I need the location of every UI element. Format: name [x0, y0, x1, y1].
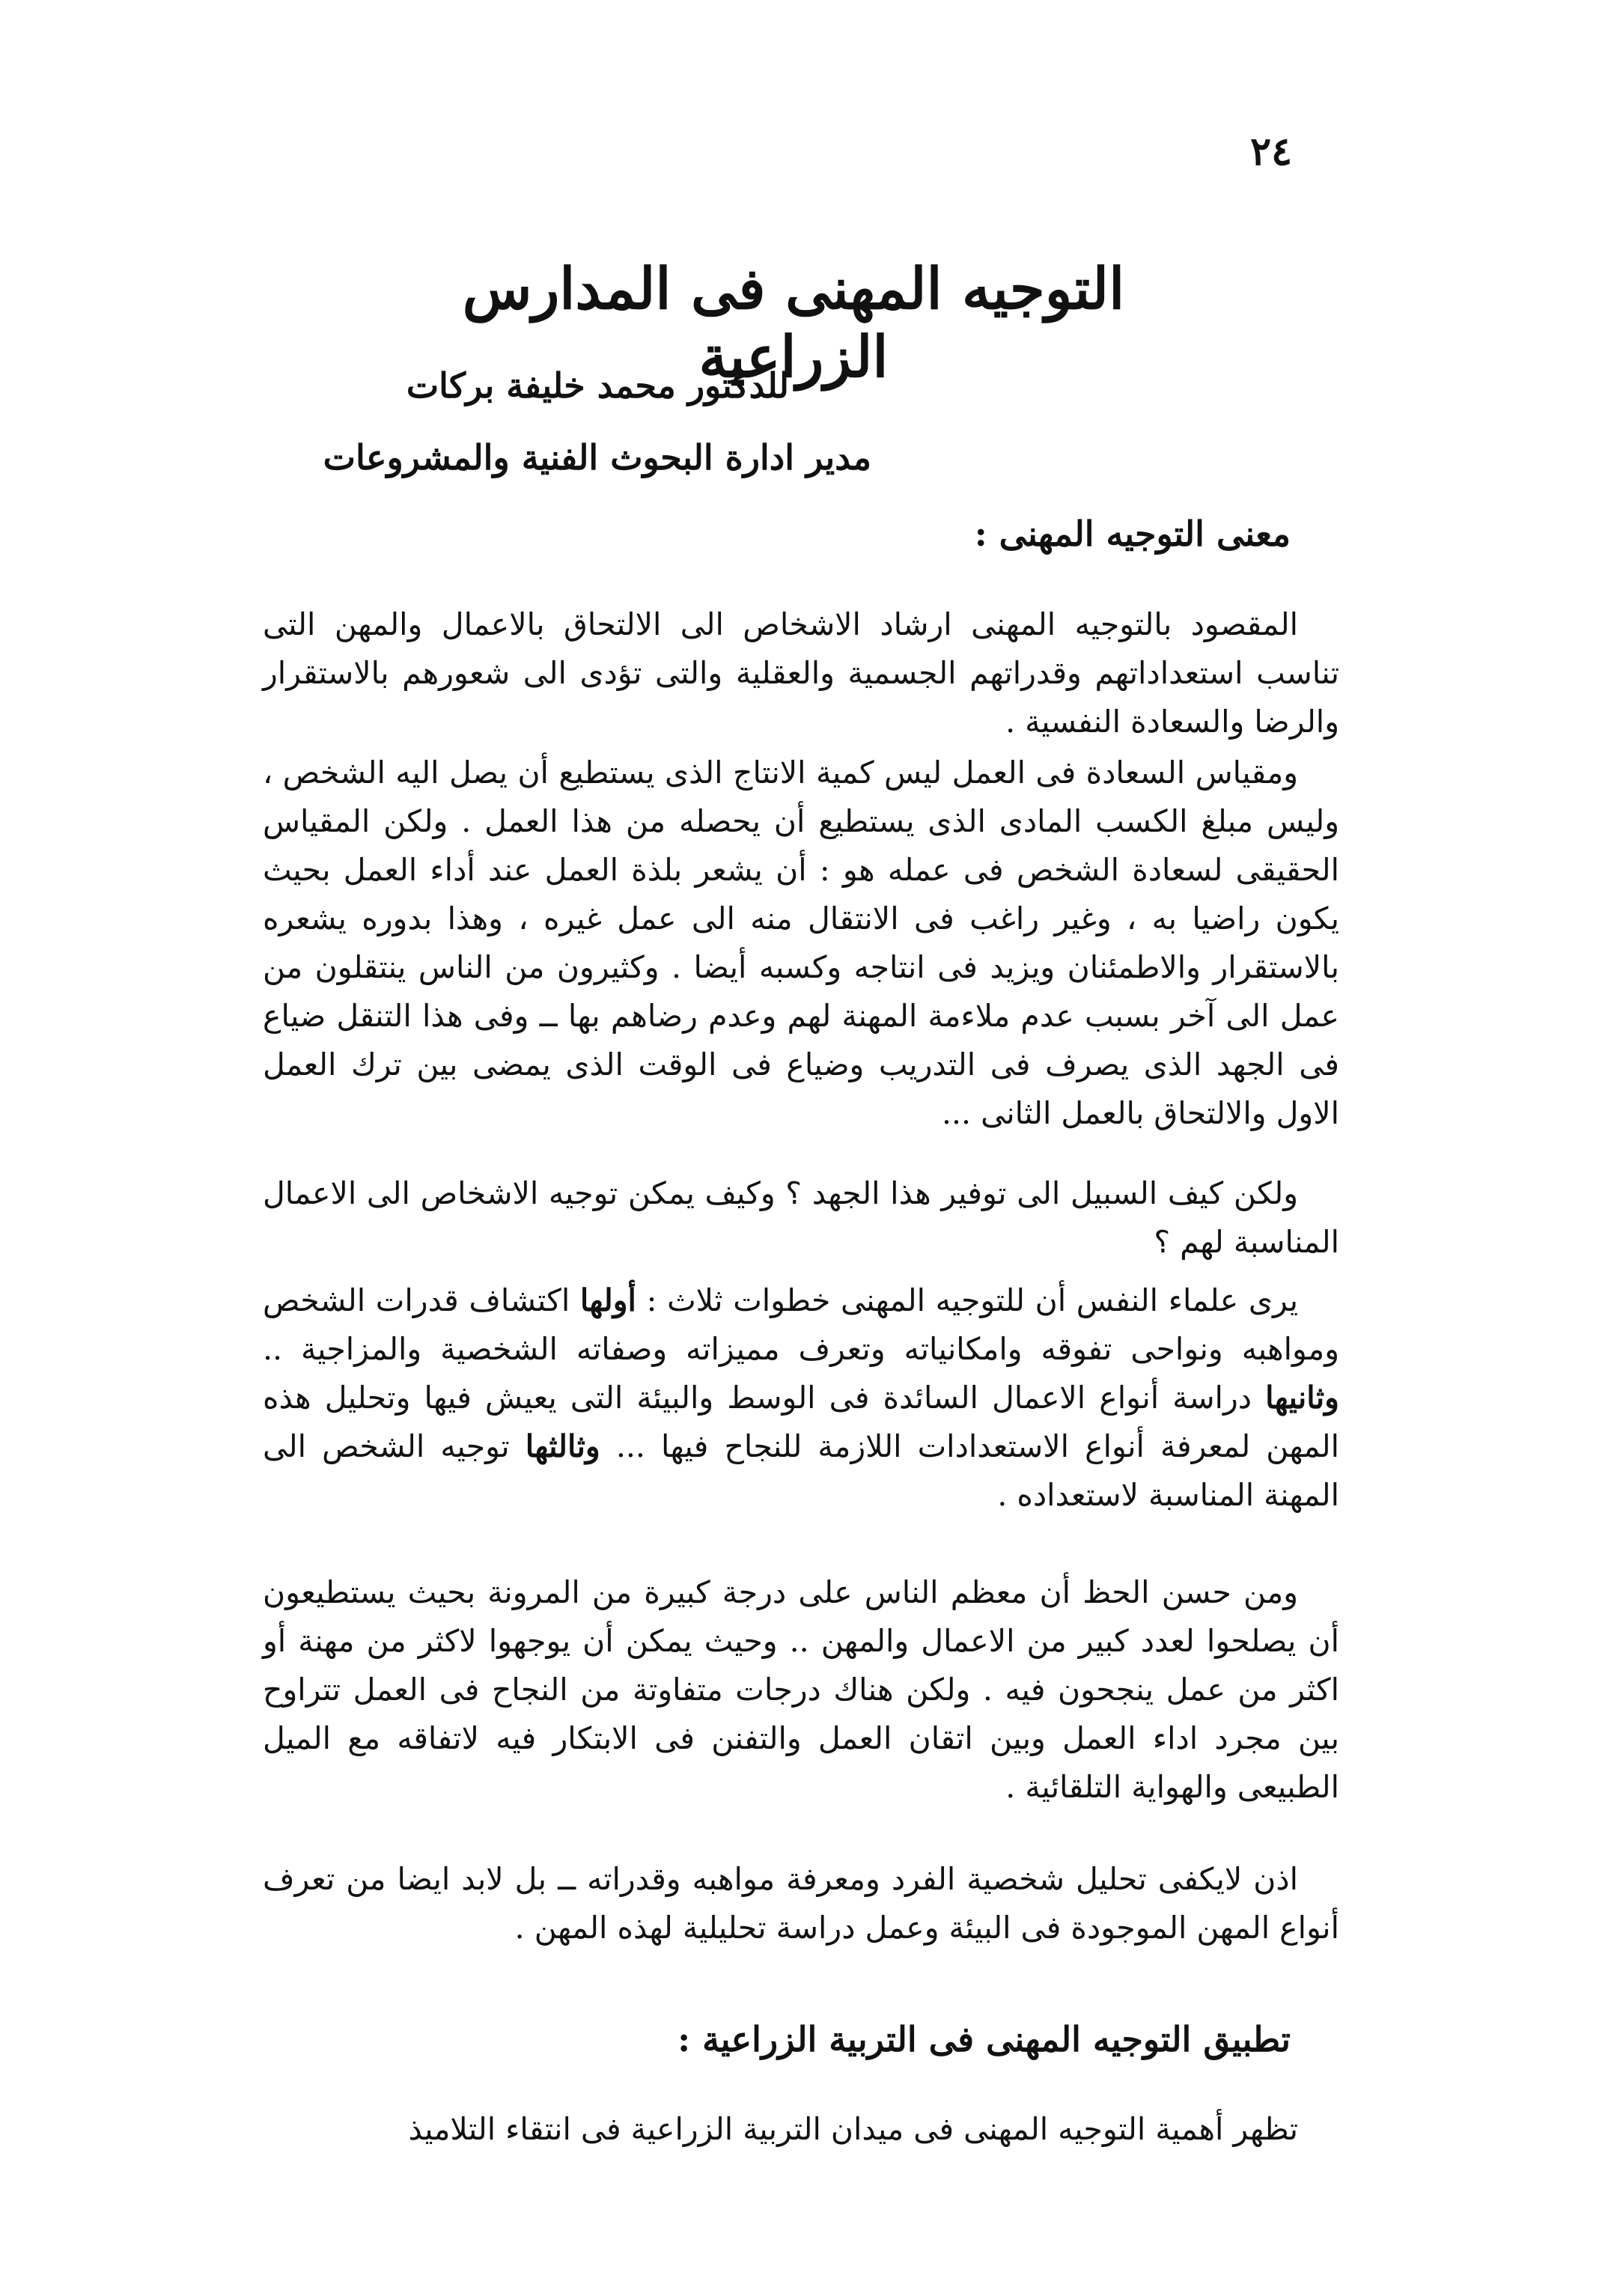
page-number: ٢٤ [1250, 129, 1292, 174]
author-position: مدير ادارة البحوث الفنية والمشروعات [323, 437, 871, 478]
paragraph-2: ومقياس السعادة فى العمل ليس كمية الانتاج الذى يستطيع أن يصل اليه الشخص ، وليس مبلغ الكسب المادى الذى يستطيع أن يحصله من هذا العمل . ولكن المقياس الحقيقى لسعادة الشخص فى عمله هو : أن يشعر بلذة العمل عند أداء العمل بحيث يكون راضيا به ، وغير راغب فى الانتقال منه الى عمل غيره ، وهذا بدوره يشعره بالاستقرار والاطمئنان ويزيد فى انتاجه وكسبه أيضا . وكثيرون من الناس ينتقلون من عمل الى آخر بسبب عدم ملاءمة المهنة لهم وعدم رضاهم بها ــ وفى هذا التنقل ضياع فى الجهد الذى يصرف فى التدريب وضياع فى الوقت الذى يمضى بين ترك العمل الاول والالتحاق بالعمل الثانى ... [263, 755, 1339, 1131]
paragraph-4-part-3: توجيه الشخص الى المهنة المناسبة لاستعداده . [263, 1428, 1339, 1513]
section-heading-meaning: معنى التوجيه المهنى : [974, 514, 1291, 554]
paragraph-4 [263, 1276, 1339, 1520]
paragraph-6: اذن لايكفى تحليل شخصية الفرد ومعرفة مواهبه وقدراته ــ بل لابد ايضا من تعرف أنواع المهن الموجودة فى البيئة وعمل دراسة تحليلية لهذه المهن . [263, 1861, 1339, 1946]
keyword-third: وثالثها [525, 1428, 600, 1464]
paragraph-4-intro: يرى علماء النفس أن للتوجيه المهنى خطوات ثلاث : [636, 1282, 1298, 1318]
keyword-second: وثانيها [1265, 1380, 1339, 1416]
keyword-first: أولها [579, 1282, 636, 1318]
article-title: التوجيه المهنى فى المدارس الزراعية [462, 255, 1125, 391]
paragraph-7: تظهر أهمية التوجيه المهنى فى ميدان التربية الزراعية فى انتقاء التلاميذ [408, 2111, 1298, 2147]
paragraph-5: ومن حسن الحظ أن معظم الناس على درجة كبيرة من المرونة بحيث يستطيعون أن يصلحوا لعدد كبير من الاعمال والمهن .. وحيث يمكن أن يوجهوا لاكثر من مهنة أو اكثر من عمل ينجحون فيه . ولكن هناك درجات متفاوتة من النجاح فى العمل تتراوح بين مجرد اداء العمل وبين اتقان العمل والتفنن فى الابتكار فيه لاتفاقه مع الميل الطبيعى والهواية التلقائية . [263, 1574, 1339, 1805]
paragraph-4-part-2: دراسة أنواع الاعمال السائدة فى الوسط والبيئة التى يعيش فيها وتحليل هذه المهن لمعرفة أنواع الاستعدادات اللازمة للنجاح فيها ... [263, 1380, 1339, 1464]
author-name: للدكتور محمد خليفة بركات [406, 365, 789, 406]
section-heading-application: تطبيق التوجيه المهنى فى التربية الزراعية : [677, 2019, 1291, 2059]
paragraph-3: ولكن كيف السبيل الى توفير هذا الجهد ؟ وكيف يمكن توجيه الاشخاص الى الاعمال المناسبة لهم ؟ [263, 1175, 1339, 1260]
paragraph-4-part-1: اكتشاف قدرات الشخص ومواهبه ونواحى تفوقه وامكانياته وتعرف مميزاته وصفاته الشخصية والمزاجية .. [263, 1282, 1339, 1367]
paragraph-1: المقصود بالتوجيه المهنى ارشاد الاشخاص الى الالتحاق بالاعمال والمهن التى تناسب استعداداتهم وقدراتهم الجسمية والعقلية والتى تؤدى الى شعورهم بالاستقرار والرضا والسعادة النفسية . [263, 606, 1339, 740]
